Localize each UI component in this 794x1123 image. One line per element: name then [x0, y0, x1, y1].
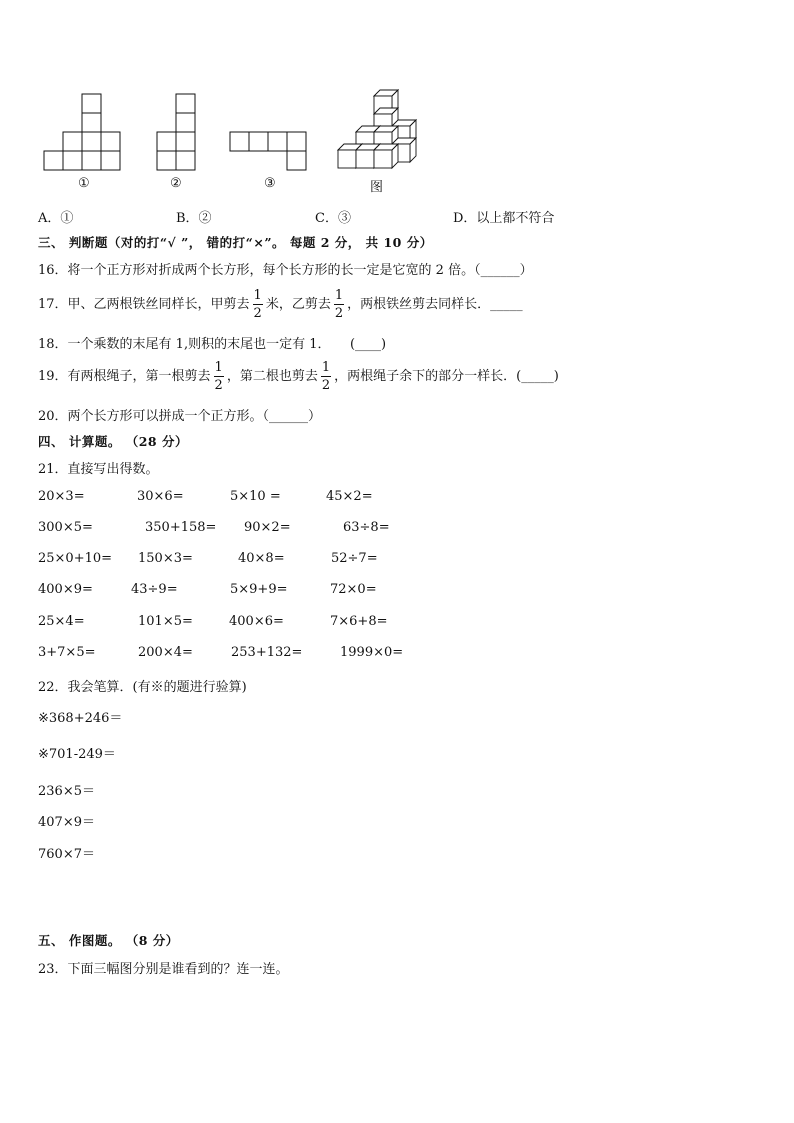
calc-r5c4: 7×6+8=: [330, 614, 388, 629]
cube-stack-figure: [336, 88, 420, 170]
q19-text-c: ，两根绳子余下的部分一样长．(_____): [334, 369, 559, 384]
calc-r3c3: 40×8=: [238, 551, 285, 566]
calc-r4c4: 72×0=: [330, 582, 377, 597]
question-20: 20．两个长方形可以拼成一个正方形。（______）: [38, 409, 322, 424]
calc-r3c4: 52÷7=: [331, 551, 378, 566]
calc-r3c1: 25×0+10=: [38, 551, 113, 566]
calc-r2c4: 63÷8=: [343, 520, 390, 535]
question-18: 18．一个乘数的末尾有 1,则积的末尾也一定有 1． (____): [38, 337, 387, 352]
figure-3-label: ③: [264, 176, 276, 191]
figure-2-label: ②: [170, 176, 182, 191]
q17-fraction-1: [253, 289, 263, 320]
q19-fraction-1: [214, 361, 224, 392]
calc-r1c2: 30×6=: [137, 489, 184, 504]
written-calc-4: 407×9＝: [38, 815, 95, 830]
option-d: D．以上都不符合: [453, 211, 555, 226]
q17-frac2-den: 2: [334, 306, 344, 321]
calc-r1c4: 45×2=: [326, 489, 373, 504]
option-b: B．②: [176, 211, 212, 226]
question-17: [38, 288, 523, 322]
calc-r5c2: 101×5=: [138, 614, 193, 629]
calc-r3c2: 150×3=: [138, 551, 193, 566]
q17-text-a: 17．甲、乙两根铁丝同样长，甲剪去: [38, 297, 250, 312]
figure-1-view: [42, 92, 124, 172]
q19-frac1-num: 1: [214, 360, 223, 375]
written-calc-1: ※368+246＝: [38, 711, 123, 726]
calc-r2c2: 350+158=: [145, 520, 217, 535]
calc-r6c1: 3+7×5=: [38, 645, 96, 660]
figure-2-view: [155, 92, 197, 172]
q17-frac2-num: 1: [334, 288, 344, 303]
figure-3-view: [228, 130, 308, 172]
written-calc-5: 760×7＝: [38, 847, 95, 862]
q17-frac1-num: 1: [253, 288, 262, 303]
calc-r1c1: 20×3=: [38, 489, 85, 504]
figure-1-label: ①: [78, 176, 90, 191]
q17-fraction-2: [334, 289, 344, 320]
figure-4-label: 图: [370, 180, 384, 195]
calc-r2c3: 90×2=: [244, 520, 291, 535]
written-calc-3: 236×5＝: [38, 784, 95, 799]
calc-r4c3: 5×9+9=: [230, 582, 288, 597]
q17-text-c: ，两根铁丝剪去同样长．_____: [347, 297, 523, 312]
section-3-title: 三、 判断题（对的打“√ ”， 错的打“×”。 每题 2 分， 共 10 分）: [38, 235, 433, 250]
question-23: 23．下面三幅图分别是谁看到的？连一连。: [38, 962, 289, 977]
question-21: 21．直接写出得数。: [38, 462, 159, 477]
calc-r4c2: 43÷9=: [131, 582, 178, 597]
written-calc-2: ※701-249＝: [38, 747, 116, 762]
calc-r6c3: 253+132=: [231, 645, 303, 660]
calc-r5c3: 400×6=: [229, 614, 284, 629]
q17-text-b: 米，乙剪去: [265, 297, 331, 312]
section-4-title: 四、 计算题。 （28 分）: [38, 434, 188, 449]
calc-r2c1: 300×5=: [38, 520, 93, 535]
question-22: 22．我会笔算．(有※的题进行验算): [38, 680, 247, 695]
calc-r5c1: 25×4=: [38, 614, 85, 629]
option-c: C．③: [315, 211, 351, 226]
q19-text-b: ，第二根也剪去: [226, 369, 318, 384]
q19-frac2-num: 1: [321, 360, 331, 375]
q19-text-a: 19．有两根绳子，第一根剪去: [38, 369, 211, 384]
calc-r6c2: 200×4=: [138, 645, 193, 660]
calc-r4c1: 400×9=: [38, 582, 93, 597]
q19-frac1-den: 2: [214, 378, 223, 393]
calc-r6c4: 1999×0=: [340, 645, 404, 660]
q19-frac2-den: 2: [321, 378, 331, 393]
q19-fraction-2: [321, 361, 331, 392]
calc-r1c3: 5×10 =: [230, 489, 281, 504]
question-19: [38, 360, 559, 394]
question-16: 16．将一个正方形对折成两个长方形，每个长方形的长一定是它宽的 2 倍。（______）: [38, 263, 533, 278]
q17-frac1-den: 2: [253, 306, 262, 321]
section-5-title: 五、 作图题。 （8 分）: [38, 933, 179, 948]
option-a: A．①: [38, 211, 74, 226]
